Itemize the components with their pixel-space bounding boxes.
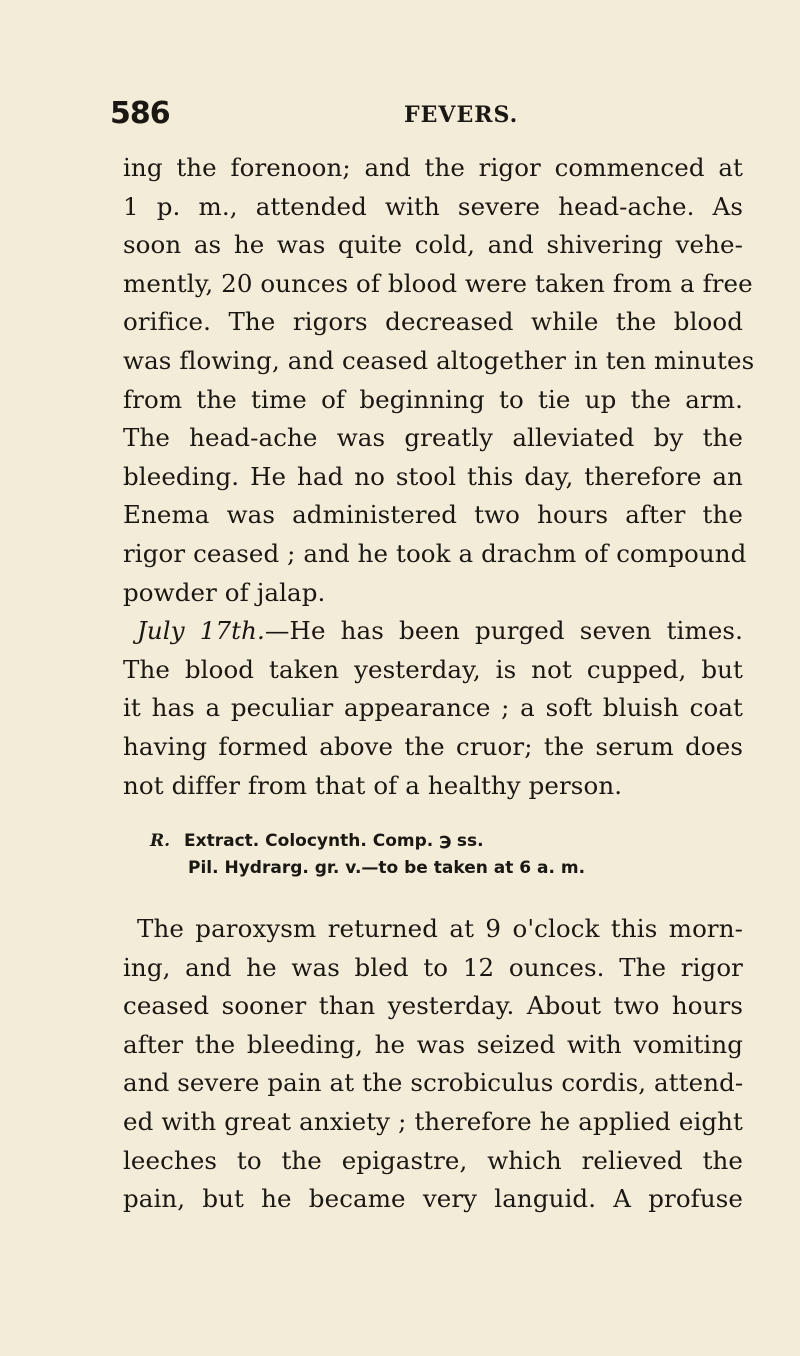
text-line: orifice. The rigors decreased while the blood — [123, 307, 743, 337]
text-line: The blood taken yesterday, is not cupped, but — [123, 654, 743, 684]
text-line: from the time of beginning to tie up the arm. — [123, 384, 743, 414]
paragraph-3 — [123, 910, 743, 1219]
entry-date: July 17th. — [137, 616, 265, 646]
page-number: 586 — [110, 96, 170, 131]
text-line: ceased sooner than yesterday. About two hours — [123, 991, 743, 1021]
text-line: 1 p. m., attended with severe head-ache. As — [123, 191, 743, 221]
text-fragment: —He has been purged seven times. — [264, 616, 743, 646]
text-line: bleeding. He had no stool this day, therefore an — [123, 461, 743, 491]
text-line: ing the forenoon; and the rigor commenced at — [123, 153, 743, 182]
text-line: ing, and he was bled to 12 ounces. The rigor — [123, 952, 743, 982]
paragraph-1 — [123, 149, 755, 612]
text-line: The head-ache was greatly alleviated by the — [123, 423, 743, 453]
text-line: The paroxysm returned at 9 o'clock this morn- — [137, 914, 743, 944]
text-line-dated — [123, 612, 743, 651]
running-head: FEVERS. — [404, 102, 519, 128]
text-line: ed with great anxiety ; therefore he applied eight — [123, 1107, 743, 1137]
text-line: mently, 20 ounces of blood were taken from a free — [123, 268, 753, 298]
prescription-line-2: Pil. Hydrarg. gr. v.—to be taken at 6 a. m. — [188, 858, 586, 879]
text-line: having formed above the cruor; the serum does — [123, 731, 743, 761]
text-line: rigor ceased ; and he took a drachm of compound — [123, 538, 747, 568]
prescription-line-1 — [150, 828, 743, 855]
text-line: soon as he was quite cold, and shivering vehe- — [123, 230, 743, 260]
text-line: after the bleeding, he was seized with vomiting — [123, 1029, 743, 1059]
text-line: Enema was administered two hours after the — [123, 500, 743, 530]
text-line: leeches to the epigastre, which relieved the — [123, 1145, 743, 1175]
recipe-symbol: R. — [150, 831, 171, 852]
prescription-text: Extract. Colocynth. Comp. ℈ ss. — [184, 831, 484, 852]
body-text — [123, 149, 755, 1219]
text-line: pain, but he became very languid. A profuse — [123, 1184, 743, 1214]
text-line: was flowing, and ceased altogether in ten minutes — [123, 345, 755, 375]
text-line: it has a peculiar appearance ; a soft bluish coat — [123, 693, 743, 723]
paragraph-2 — [123, 612, 743, 805]
prescription — [150, 828, 743, 882]
text-line: powder of jalap. — [123, 577, 326, 607]
text-line: and severe pain at the scrobiculus cordis, attend- — [123, 1068, 744, 1098]
text-line: not differ from that of a healthy person. — [123, 770, 623, 800]
page-header — [110, 96, 750, 136]
